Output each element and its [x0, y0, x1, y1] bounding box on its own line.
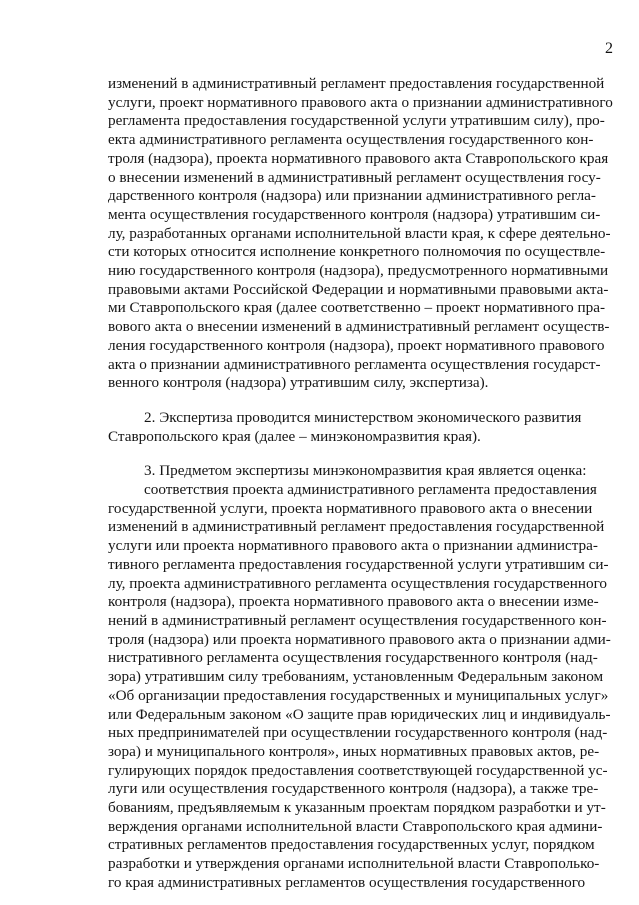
text-line: лу, проекта административного регламента осуществления государственного [108, 574, 608, 592]
text-line: вового акта о внесении изменений в административный регламент осуществ- [108, 318, 610, 336]
paragraph-intro [108, 75, 613, 393]
text-line: стративных регламентов предоставления государственных услуг, порядком [108, 836, 595, 854]
text-line: услуги, проект нормативного правового акта о признании административного [108, 93, 613, 111]
text-line: правовыми актами Российской Федерации и нормативными правовыми акта- [108, 280, 609, 298]
text-line: регламента предоставления государственной услуги утратившим силу), про- [108, 112, 605, 130]
text-line: верждения органами исполнительной власти Ставропольского края админи- [108, 817, 603, 835]
text-line: «Об организации предоставления государственных и муниципальных услуг» [108, 686, 609, 704]
text-line: ми Ставропольского края (далее соответственно – проект нормативного пра- [108, 299, 606, 317]
paragraph-spacer [108, 446, 608, 462]
text-line: разработки и утверждения органами исполнительной власти Ставрополько- [108, 855, 600, 873]
text-line: контроля (надзора), проекта нормативного правового акта о внесении изме- [108, 593, 599, 611]
text-line: дарственного контроля (надзора) или признании административного регла- [108, 187, 596, 205]
text-line: Ставропольского края (далее – минэкономразвития края). [108, 427, 481, 445]
text-line: 2. Экспертиза проводится министерством экономического развития [144, 408, 582, 426]
page-number: 2 [605, 40, 613, 57]
text-line: гулирующих порядок предоставления соответствующей государственной ус- [108, 761, 608, 779]
text-line: акта о признании административного регламента осуществления государст- [108, 355, 601, 373]
paragraph-spacer [108, 393, 608, 409]
paragraph-item-3 [108, 462, 611, 892]
text-line: бованиям, предъявляемым к указанным проектам порядком разработки и ут- [108, 799, 606, 817]
text-line: изменений в административный регламент предоставления государственной [108, 75, 605, 92]
text-line: ных предпринимателей при осуществлении государственного контроля (над- [108, 724, 608, 742]
text-line: государственной услуги, проекта нормативного правового акта о внесении [108, 499, 593, 517]
text-line: венного контроля (надзора) утратившим силу, экспертиза). [108, 374, 489, 392]
text-line: ления государственного контроля (надзора), проект нормативного правового [108, 336, 605, 354]
text-line: нию государственного контроля (надзора), предусмотренного нормативными [108, 262, 609, 280]
text-line: троля (надзора) или проекта нормативного правового акта о признании адми- [108, 630, 611, 648]
text-line: тивного регламента предоставления государственной услуги утратившим си- [108, 555, 609, 573]
paragraph-item-2 [108, 409, 608, 446]
text-line: сти которых относится исполнение конкретного полномочия по осуществле- [108, 243, 606, 261]
item-3-heading: 3. Предметом экспертизы минэкономразвития края является оценка: [144, 462, 587, 480]
text-line: нений в административный регламент осуществления государственного кон- [108, 611, 607, 629]
text-line: го края административных регламентов осуществления государственного [108, 873, 586, 891]
text-line: екта административного регламента осуществления государственного кон- [108, 131, 594, 149]
text-line: луги или осуществления государственного контроля (надзора), а также тре- [108, 780, 599, 798]
text-line: или Федеральным законом «О защите прав юридических лиц и индивидуаль- [108, 705, 611, 723]
text-line: соответствия проекта административного регламента предоставления [144, 481, 597, 499]
text-line: о внесении изменений в административный регламент осуществления госу- [108, 168, 601, 186]
text-line: троля (надзора), проекта нормативного правового акта Ставропольского края [108, 149, 609, 167]
text-line: лу, разработанных органами исполнительной власти края, к сфере деятельно- [108, 224, 611, 242]
text-line: изменений в административный регламент предоставления государственной [108, 518, 605, 536]
text-line: мента осуществления государственного контроля (надзора) утратившим си- [108, 205, 601, 223]
text-line: услуги или проекта нормативного правового акта о признании администра- [108, 537, 598, 555]
text-line: зора) утратившим силу требованиям, установленным Федеральным законом [108, 668, 604, 686]
text-line: нистративного регламента осуществления государственного контроля (над- [108, 649, 598, 667]
document-body [108, 75, 613, 893]
text-line: зора) и муниципального контроля», иных нормативных правовых актов, ре- [108, 742, 600, 760]
